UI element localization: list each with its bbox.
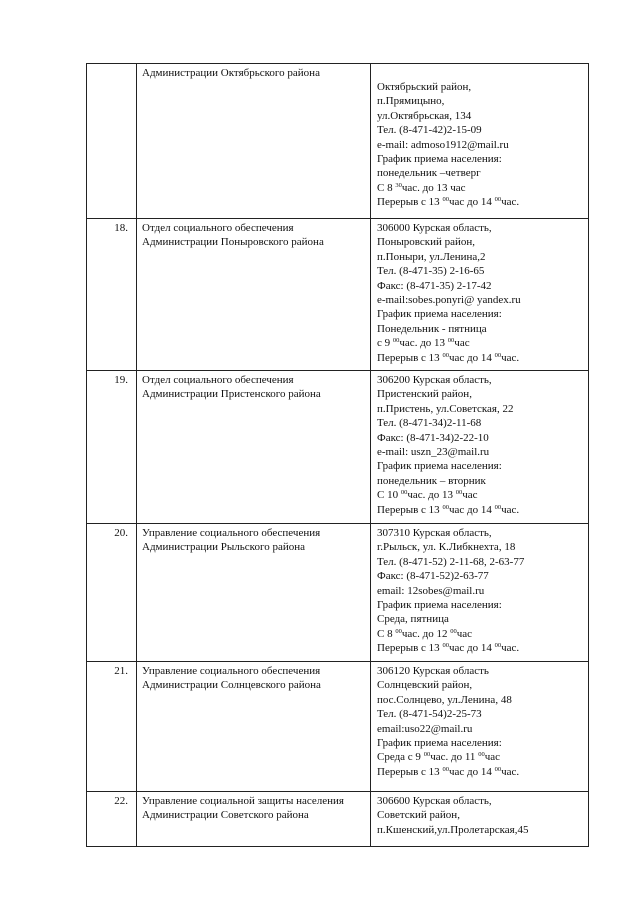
address-line: График приема населения: bbox=[377, 308, 502, 321]
time-minutes-superscript: 00 bbox=[442, 351, 449, 359]
address-line: Тел. (8-471-34)2-11-68 bbox=[377, 417, 482, 430]
time-minutes-superscript: 00 bbox=[442, 196, 449, 204]
address-contacts-cell bbox=[371, 524, 589, 662]
address-line: Факс: (8-471-34)2-22-10 bbox=[377, 431, 489, 444]
organization-name-line: Администрации Октябрьского района bbox=[142, 67, 320, 79]
address-contacts-cell bbox=[371, 792, 589, 847]
time-minutes-superscript: 00 bbox=[447, 337, 455, 345]
address-line: 306000 Курская область, bbox=[377, 222, 492, 234]
address-line: email:uso22@mail.ru bbox=[377, 722, 473, 735]
address-contacts-cell bbox=[371, 64, 589, 219]
organization-name-line: Администрации Рыльского района bbox=[142, 541, 305, 554]
organization-name-line: Управление социального обеспечения bbox=[142, 665, 321, 677]
address-line: понедельник – вторник bbox=[377, 474, 486, 487]
row-number: 20. bbox=[87, 524, 137, 662]
address-line: Перерыв с 13 $^{00}$час до 14 $^{00}$час. bbox=[377, 503, 520, 516]
address-line: Пристенский район, bbox=[377, 388, 472, 401]
organization-cell bbox=[137, 662, 371, 792]
address-line: п.Прямицыно, bbox=[377, 95, 445, 108]
table-row bbox=[87, 64, 589, 219]
address-line: ул.Октябрьская, 134 bbox=[377, 109, 472, 122]
time-minutes-superscript: 00 bbox=[478, 751, 485, 759]
address-line: С 8 $^{00}$час. до 12 $^{00}$час bbox=[377, 627, 473, 640]
address-line: Тел. (8-471-54)2-25-73 bbox=[377, 708, 482, 721]
address-line: с 9 $^{00}$час. до 13 $^{00}$час bbox=[377, 337, 470, 350]
contacts-table-body bbox=[87, 64, 589, 847]
address-line: С 8 $^{30}$час. до 13 час bbox=[377, 181, 466, 194]
contacts-table bbox=[86, 63, 589, 847]
address-line: Факс: (8-471-52)2-63-77 bbox=[377, 570, 489, 583]
time-minutes-superscript: 00 bbox=[395, 627, 402, 635]
address-line: Среда с 9 $^{00}$час. до 11 $^{00}$час bbox=[377, 751, 500, 764]
address-line: 307310 Курская область, bbox=[377, 527, 492, 539]
time-minutes-superscript: 00 bbox=[494, 503, 502, 511]
address-line: Октябрьский район, bbox=[377, 81, 472, 93]
address-line: С 10 $^{00}$час. до 13 $^{00}$час bbox=[377, 489, 478, 502]
address-line: Советский район, bbox=[377, 809, 460, 822]
address-line: Тел. (8-471-35) 2-16-65 bbox=[377, 265, 485, 278]
organization-cell bbox=[137, 524, 371, 662]
address-line: п.Кшенский,ул.Пролетарская,45 bbox=[377, 823, 529, 836]
time-minutes-superscript: 00 bbox=[450, 627, 457, 635]
organization-name-line: Отдел социального обеспечения bbox=[142, 222, 294, 234]
time-minutes-superscript: 00 bbox=[442, 642, 449, 650]
organization-cell bbox=[137, 371, 371, 524]
address-contacts-cell bbox=[371, 662, 589, 792]
organization-name-line: Администрации Советского района bbox=[142, 809, 309, 822]
address-line: г.Рыльск, ул. К.Либкнехта, 18 bbox=[377, 541, 516, 554]
address-line: п.Пристень, ул.Советская, 22 bbox=[377, 402, 514, 415]
address-line: Факс: (8-471-35) 2-17-42 bbox=[377, 279, 492, 292]
address-line: понедельник –четверг bbox=[377, 167, 481, 180]
time-minutes-superscript: 00 bbox=[494, 642, 502, 650]
address-line: 306120 Курская область bbox=[377, 665, 489, 677]
time-minutes-superscript: 00 bbox=[494, 351, 502, 359]
row-number: 18. bbox=[87, 219, 137, 371]
row-number: 22. bbox=[87, 792, 137, 847]
address-line: email: 12sobes@mail.ru bbox=[377, 584, 485, 597]
table-row bbox=[87, 524, 589, 662]
time-minutes-superscript: 00 bbox=[423, 751, 431, 759]
address-line: Солнцевский район, bbox=[377, 679, 473, 692]
time-minutes-superscript: 00 bbox=[400, 489, 408, 497]
address-line: e-mail:sobes.ponyri@ yandex.ru bbox=[377, 294, 521, 307]
address-line: e-mail: admoso1912@mail.ru bbox=[377, 138, 509, 151]
time-minutes-superscript: 30 bbox=[395, 181, 402, 189]
organization-name-line: Администрации Пристенского района bbox=[142, 388, 321, 401]
address-contacts-cell bbox=[371, 371, 589, 524]
address-line: e-mail: uszn_23@mail.ru bbox=[377, 446, 490, 459]
organization-name-line: Управление социальной защиты населения bbox=[142, 795, 344, 807]
address-line: 306600 Курская область, bbox=[377, 795, 492, 807]
organization-name-line: Администрации Поныровского района bbox=[142, 236, 324, 249]
address-line: Среда, пятница bbox=[377, 613, 449, 626]
address-line: График приема населения: bbox=[377, 599, 502, 612]
address-line: пос.Солнцево, ул.Ленина, 48 bbox=[377, 693, 512, 706]
time-minutes-superscript: 00 bbox=[442, 765, 449, 773]
address-line: Поныровский район, bbox=[377, 236, 476, 249]
row-number: 19. bbox=[87, 371, 137, 524]
address-line: 306200 Курская область, bbox=[377, 374, 492, 386]
table-row bbox=[87, 792, 589, 847]
time-minutes-superscript: 00 bbox=[494, 765, 502, 773]
time-minutes-superscript: 00 bbox=[455, 489, 463, 497]
address-line: Перерыв с 13 $^{00}$час до 14 $^{00}$час. bbox=[377, 196, 520, 209]
organization-cell bbox=[137, 219, 371, 371]
address-line: График приема населения: bbox=[377, 737, 502, 750]
table-row bbox=[87, 219, 589, 371]
organization-name-line: Администрации Солнцевского района bbox=[142, 679, 321, 692]
time-minutes-superscript: 00 bbox=[392, 337, 400, 345]
address-line: Перерыв с 13 $^{00}$час до 14 $^{00}$час. bbox=[377, 765, 520, 778]
organization-name-line: Управление социального обеспечения bbox=[142, 527, 321, 539]
address-line: Тел. (8-471-52) 2-11-68, 2-63-77 bbox=[377, 555, 525, 568]
time-minutes-superscript: 00 bbox=[442, 503, 449, 511]
address-line: График приема населения: bbox=[377, 460, 502, 473]
contacts-table-page bbox=[86, 63, 588, 847]
address-line: Тел. (8-471-42)2-15-09 bbox=[377, 124, 482, 137]
address-line: Перерыв с 13 $^{00}$час до 14 $^{00}$час. bbox=[377, 642, 520, 655]
organization-name-line: Отдел социального обеспечения bbox=[142, 374, 294, 386]
address-line: График приема населения: bbox=[377, 153, 502, 166]
table-row bbox=[87, 662, 589, 792]
row-number bbox=[87, 64, 137, 219]
address-contacts-cell bbox=[371, 219, 589, 371]
address-line: п.Поныри, ул.Ленина,2 bbox=[377, 250, 486, 263]
time-minutes-superscript: 00 bbox=[494, 196, 502, 204]
table-row bbox=[87, 371, 589, 524]
address-line: Понедельник - пятница bbox=[377, 322, 487, 335]
organization-cell bbox=[137, 64, 371, 219]
row-number: 21. bbox=[87, 662, 137, 792]
address-line: Перерыв с 13 $^{00}$час до 14 $^{00}$час. bbox=[377, 351, 520, 364]
organization-cell bbox=[137, 792, 371, 847]
